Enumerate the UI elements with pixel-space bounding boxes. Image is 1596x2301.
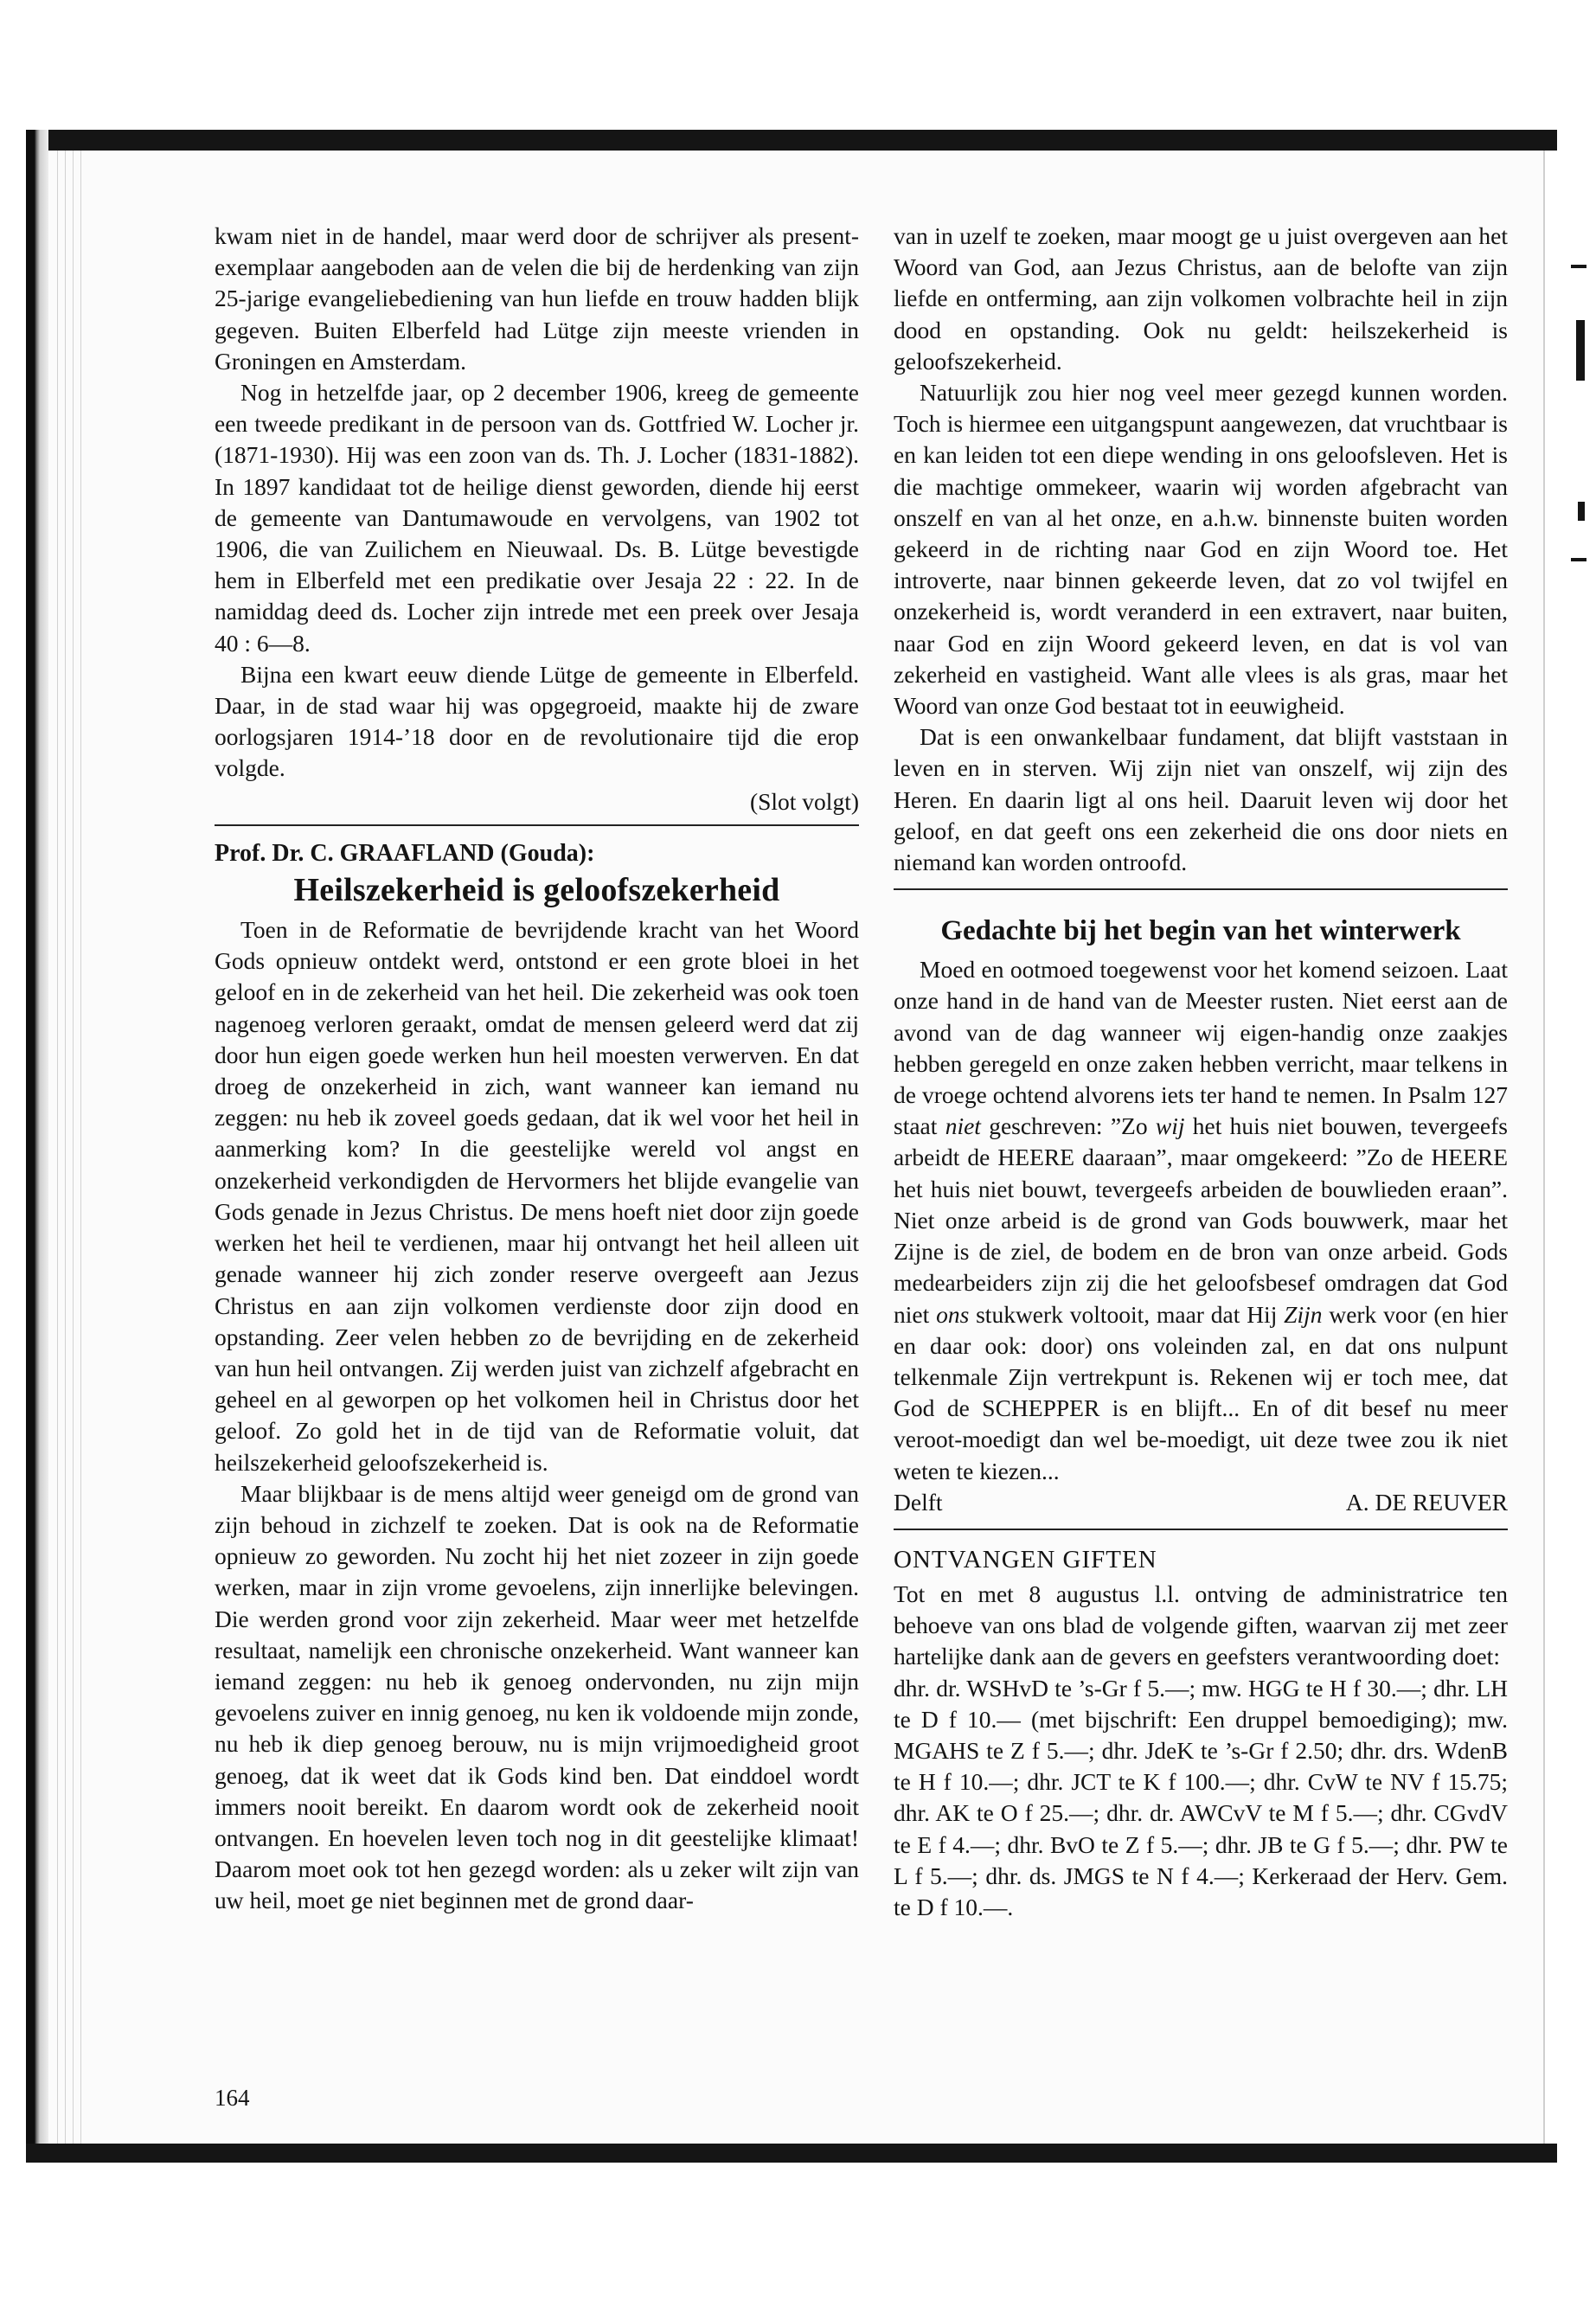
divider bbox=[894, 1529, 1508, 1530]
scan-bottom-border bbox=[26, 2144, 1557, 2163]
divider bbox=[215, 824, 859, 826]
article-title: Heilszekerheid is geloofszekerheid bbox=[293, 872, 780, 909]
paragraph: kwam niet in de handel, maar werd door de schrijver als present-exemplaar aangeboden aan de velen die bij de herdenking van zijn 25-jarige evangeliebediening van hun liefde en trouw hadden blijk gegeven. Buiten Elberfeld had Lütge zijn meeste vrienden in Groningen en Amsterdam. bbox=[215, 222, 859, 375]
divider bbox=[894, 888, 1508, 890]
signature: A. DE REUVER bbox=[1345, 1488, 1508, 1516]
paragraph: Moed en ootmoed toegewenst voor het komend seizoen. Laat onze hand in de hand van de Meester rusten. Niet eerst aan de avond van de dag wanneer wij eigen-handig onze zaakjes hebben geregeld en onze zaken hebben verricht, maar telkens in de vroege ochtend alvorens iets ter hand te nemen. In Psalm 127 staat niet geschreven: ”Zo wij het huis niet bouwen, tevergeefs arbeidt de HEERE daaraan”, maar omgekeerd: ”Zo de HEERE het huis niet bouwt, tevergeefs arbeiden de bouwlieden eraan”. Niet onze arbeid is de grond van Gods bouwwerk, maar het Zijne is de ziel, de bodem en de bron van onze arbeid. Gods medearbeiders zijn zij die het geloofsbesef omdragen dat God niet ons stukwerk voltooit, maar dat Hij Zijn werk voor (en hier en daar ook: door) ons voleinden zal, en dat ons nulpunt telkenmale Zijn vertrekpunt is. Rekenen wij er toch mee, dat God de SCHEPPER is en blijft... En of dit besef nu meer veroot-moedigt dan wel be-moedigt, uit deze twee zou ik niet weten te kiezen... bbox=[894, 956, 1509, 1484]
section-title: Gedachte bij het begin van het winterwerk bbox=[940, 915, 1461, 947]
article-author: Prof. Dr. C. GRAAFLAND (Gouda): bbox=[215, 839, 595, 867]
paragraph: Toen in de Reformatie de bevrijdende kracht van het Woord Gods opnieuw ontdekt werd, ontstond er een grote bloei in het geloof en in de zekerheid van het heil. Die zekerheid was ook toen nagenoeg verloren geraakt, omdat de mensen geleerd werd dat zij door hun eigen goede werken hun heil moesten verwerven. En dat droeg de onzekerheid in zich, want wanneer kan iemand nu zeggen: nu heb ik zoveel goeds gedaan, dat ik wel voor het heil in aanmerking kom? In die geestelijke wereld vol angst en onzekerheid verkondigden de Hervormers het blijde evangelie van Gods genade in Jezus Christus. De mens hoeft niet door zijn goede werken het heil te verdienen, maar hij ontvangt het heil alleen uit genade wanneer hij zich zonder reserve overgeeft aan Jezus Christus en aan zijn volkomen verdienste door zijn dood en opstanding. Zeer velen hebben zo de bevrijding en de zekerheid van hun heil ontvangen. Zij werden juist van zichzelf afgebracht en geheel en al geworpen op het volkomen heil in Christus door het geloof. Zo gold het in de tijd van de Reformatie voluit, dat heilszekerheid geloofszekerheid is. bbox=[215, 916, 859, 1476]
paragraph: van in uzelf te zoeken, maar moogt ge u juist overgeven aan het Woord van God, aan Jezus Christus, aan de belofte van zijn liefde en ontferming, aan zijn volkomen volbrachte heil in zijn dood en opstanding. Ook nu geldt: heilszekerheid is geloofszekerheid. bbox=[894, 222, 1508, 375]
page-right-edge bbox=[1543, 151, 1557, 2144]
place: Delft bbox=[894, 1488, 943, 1516]
page-number: 164 bbox=[215, 2085, 250, 2111]
paragraph: Nog in hetzelfde jaar, op 2 december 1906, kreeg de gemeente een tweede predikant in de persoon van ds. Gottfried W. Locher jr. (1871-1930). Hij was een zoon van ds. Th. J. Locher (1831-1882). In 1897 kandidaat tot de heilige dienst geworden, diende hij eerst de gemeente van Dantumawoude en vervolgens, van 1902 tot 1906, die van Zuilichem en Nieuwaal. Ds. B. Lütge bevestigde hem in Elberfeld met een predikatie over Jesaja 22 : 22. In de namiddag deed ds. Locher zijn intrede met een preek over Jesaja 40 : 6—8. bbox=[215, 379, 859, 657]
left-column bbox=[215, 221, 859, 1917]
paragraph: Maar blijkbaar is de mens altijd weer geneigd om de grond van zijn behoud in zichzelf te zoeken. Dat is ook na de Reformatie opnieuw zo geworden. Nu zocht hij het niet zozeer in zijn goede werken, maar in zijn vrome gevoelens, zijn innerlijke belevingen. Die werden grond voor zijn zekerheid. Maar weer met hetzelfde resultaat, namelijk een chronische onzekerheid. Want wanneer kan iemand zeggen: nu heb ik genoeg ondervonden, nu zijn mijn gevoelens zuiver en innig genoeg, nu ken ik voldoende mijn zonde, nu heb ik diep genoeg berouw, nu is mijn vrijmoedigheid groot genoeg, dat ik weet dat ik Gods kind ben. Dat einddoel wordt immers nooit bereikt. En daarom wordt ook de zekerheid nooit ontvangen. En hoevelen leven toch nog in dit geestelijke klimaat! Daarom moet ook tot hen gezegd worden: als u zeker wilt zijn van uw heil, moet ge niet beginnen met de grond daar- bbox=[215, 1479, 859, 1914]
continued-note: (Slot volgt) bbox=[749, 787, 859, 815]
paragraph: Tot en met 8 augustus l.l. ontving de administratrice ten behoeve van ons blad de volgende giften, waarvan zij met zeer hartelijke dank aan de gevers en geefsters verantwoording doet: bbox=[894, 1580, 1508, 1670]
book-spine bbox=[26, 130, 48, 2163]
right-column bbox=[894, 221, 1508, 1923]
section-title: ONTVANGEN GIFTEN bbox=[894, 1545, 1157, 1574]
scan-top-border bbox=[26, 130, 1557, 151]
paragraph: Dat is een onwankelbaar fundament, dat blijft vaststaan in leven en in sterven. Wij zijn niet van onszelf, wij zijn des Heren. En daarin ligt al ons heil. Daaruit leven wij door het geloof, en dat geeft ons een zekerheid die ons door niets en niemand kan worden ontroofd. bbox=[894, 723, 1508, 876]
page-edges bbox=[50, 151, 85, 2144]
signature-line bbox=[894, 1487, 1508, 1518]
adjacent-page-fragments bbox=[1566, 216, 1592, 606]
paragraph: Natuurlijk zou hier nog veel meer gezegd kunnen worden. Toch is hiermee een uitgangspunt aangewezen, dat vruchtbaar is en kan leiden tot een diepe wending in ons geloofsleven. Het is die machtige ommekeer, waarin wij worden afgebracht van onszelf en van al het onze, en a.h.w. binnenste buiten worden gekeerd in de richting naar God en zijn Woord toe. Het introverte, naar binnen gekeerde leven, dat zo vol twijfel en onzekerheid is, wordt veranderd in een extravert, naar buiten, naar God en zijn Woord gekeerd leven, en dat is vol van zekerheid en vastigheid. Want alle vlees is als gras, maar het Woord van onze God bestaat tot in eeuwigheid. bbox=[894, 379, 1508, 720]
book-page bbox=[26, 130, 1557, 2163]
paragraph: Bijna een kwart eeuw diende Lütge de gemeente in Elberfeld. Daar, in de stad waar hij was opgegroeid, maakte hij de zware oorlogsjaren 1914-’18 door en de revolutionaire tijd die erop volgde. bbox=[215, 660, 859, 782]
paragraph: dhr. dr. WSHvD te ’s-Gr f 5.—; mw. HGG te H f 30.—; dhr. LH te D f 10.— (met bijschrift: Een druppel bemoediging); mw. MGAHS te Z f 5.—; dhr. JdeK te ’s-Gr f 2.50; dhr. drs. WdenB te H f 10.—; dhr. JCT te K f 100.—; dhr. CvW te NV f 15.75; dhr. AK te O f 25.—; dhr. dr. AWCvV te M f 5.—; dhr. CGvdV te E f 4.—; dhr. BvO te Z f 5.—; dhr. JB te G f 5.—; dhr. PW te L f 5.—; dhr. ds. JMGS te N f 4.—; Kerkeraad der Herv. Gem. te D f 10.—. bbox=[894, 1674, 1508, 1920]
